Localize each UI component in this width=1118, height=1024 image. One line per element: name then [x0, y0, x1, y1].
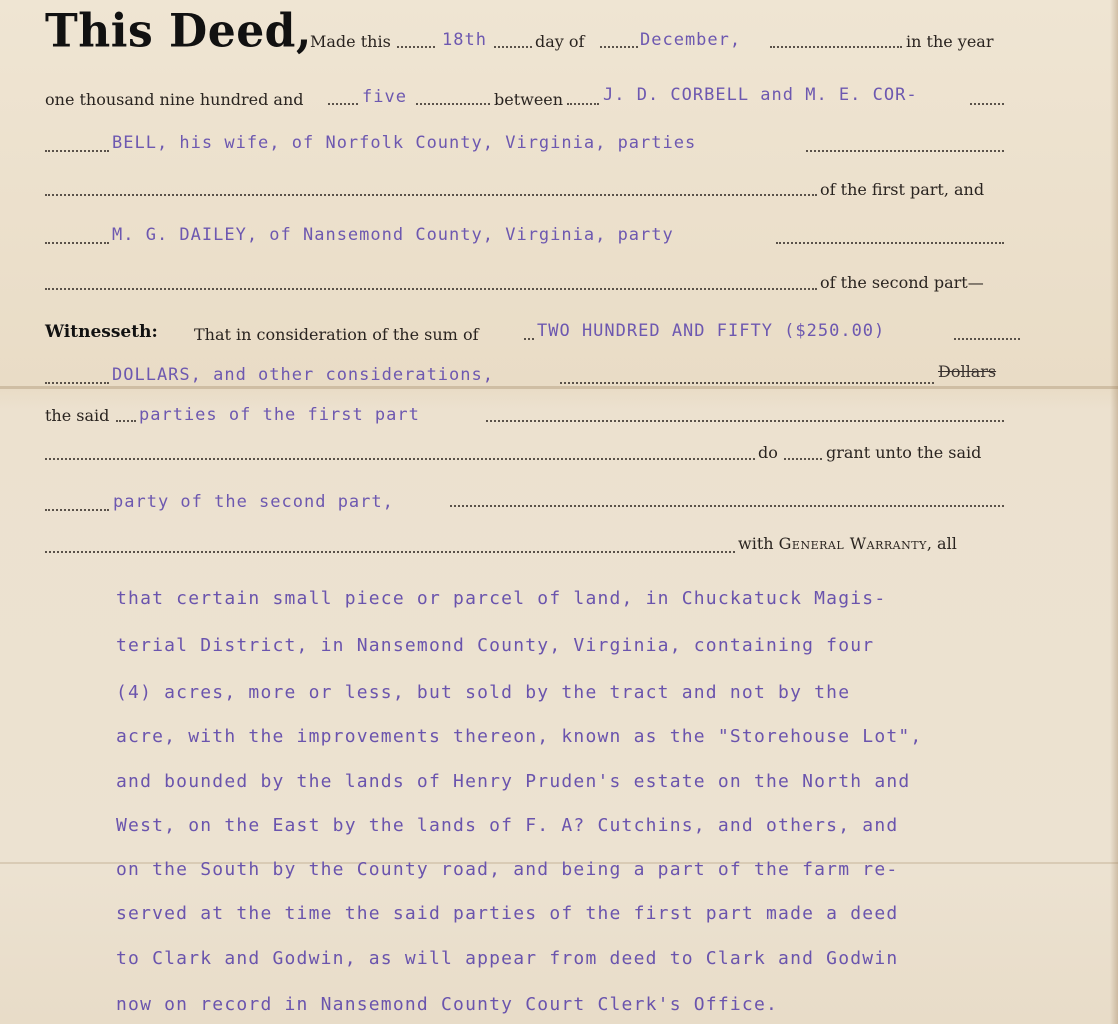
description-line: served at the time the said parties of the first part made a deed [116, 903, 899, 924]
month-value: December, [640, 30, 742, 50]
paper-fold [0, 386, 1118, 389]
do-label: do [758, 443, 778, 462]
of-first-part-label: of the first part, and [820, 180, 985, 199]
warranty-clause [738, 534, 957, 553]
blank-line [806, 150, 1004, 152]
blank-line [45, 509, 109, 511]
description-line: (4) acres, more or less, but sold by the tract and not by the [116, 682, 851, 703]
second-party: M. G. DAILEY, of Nansemond County, Virginia, party [112, 225, 674, 245]
of-second-part-label: of the second part— [820, 273, 984, 292]
blank-line [397, 46, 435, 48]
day-of-label: day of [535, 32, 585, 51]
blank-line [770, 46, 902, 48]
description-line: now on record in Nansemond County Court Clerk's Office. [116, 994, 779, 1015]
between-label: between [494, 90, 564, 109]
blank-line [116, 420, 136, 422]
grantor-value: parties of the first part [139, 405, 420, 425]
blank-line [776, 242, 1004, 244]
the-said-label: the said [45, 406, 110, 425]
blank-line [954, 338, 1020, 340]
blank-line [45, 382, 109, 384]
blank-line [450, 505, 1004, 507]
year-prefix-label: one thousand nine hundred and [45, 90, 304, 109]
blank-line [600, 46, 638, 48]
sum-value: TWO HUNDRED AND FIFTY ($250.00) [537, 321, 886, 341]
made-this-label: Made this [310, 32, 391, 51]
grantee-value: party of the second part, [113, 492, 394, 512]
blank-line [560, 382, 934, 384]
first-parties-line1: J. D. CORBELL and M. E. COR- [603, 85, 918, 105]
blank-line [416, 103, 490, 105]
warranty-with: with [738, 534, 774, 553]
blank-line [45, 551, 735, 553]
description-line: acre, with the improvements thereon, known as the "Storehouse Lot", [116, 726, 923, 747]
blank-line [567, 103, 599, 105]
description-line: and bounded by the lands of Henry Pruden's estate on the North and [116, 771, 911, 792]
witnesseth-heading: Witnesseth: [45, 322, 158, 342]
deed-title: This Deed, [45, 4, 312, 59]
blank-line [486, 420, 1004, 422]
blank-line [45, 150, 109, 152]
warranty-all: , all [926, 534, 957, 553]
blank-line [45, 288, 817, 290]
day-value: 18th [442, 30, 487, 50]
first-parties-line2: BELL, his wife, of Norfolk County, Virginia, parties [112, 133, 697, 153]
grant-unto-label: grant unto the said [826, 443, 982, 462]
description-line: terial District, in Nansemond County, Virginia, containing four [116, 635, 875, 656]
blank-line [45, 194, 817, 196]
consideration-text: That in consideration of the sum of [194, 325, 479, 344]
warranty-label: General Warranty [778, 534, 927, 553]
description-line: on the South by the County road, and being a part of the farm re- [116, 859, 899, 880]
year-value: five [362, 87, 407, 107]
blank-line [524, 338, 534, 340]
paper-edge [1110, 0, 1118, 1024]
blank-line [45, 242, 109, 244]
blank-line [784, 458, 822, 460]
description-line: that certain small piece or parcel of land, in Chuckatuck Magis- [116, 588, 887, 609]
dollars-label: Dollars [938, 362, 997, 381]
description-line: to Clark and Godwin, as will appear from deed to Clark and Godwin [116, 948, 899, 969]
blank-line [328, 103, 358, 105]
blank-line [970, 103, 1004, 105]
description-line: West, on the East by the lands of F. A? Cutchins, and others, and [116, 815, 899, 836]
in-the-year-label: in the year [906, 32, 994, 51]
dollars-value: DOLLARS, and other considerations, [112, 365, 494, 385]
blank-line [45, 458, 755, 460]
blank-line [494, 46, 532, 48]
